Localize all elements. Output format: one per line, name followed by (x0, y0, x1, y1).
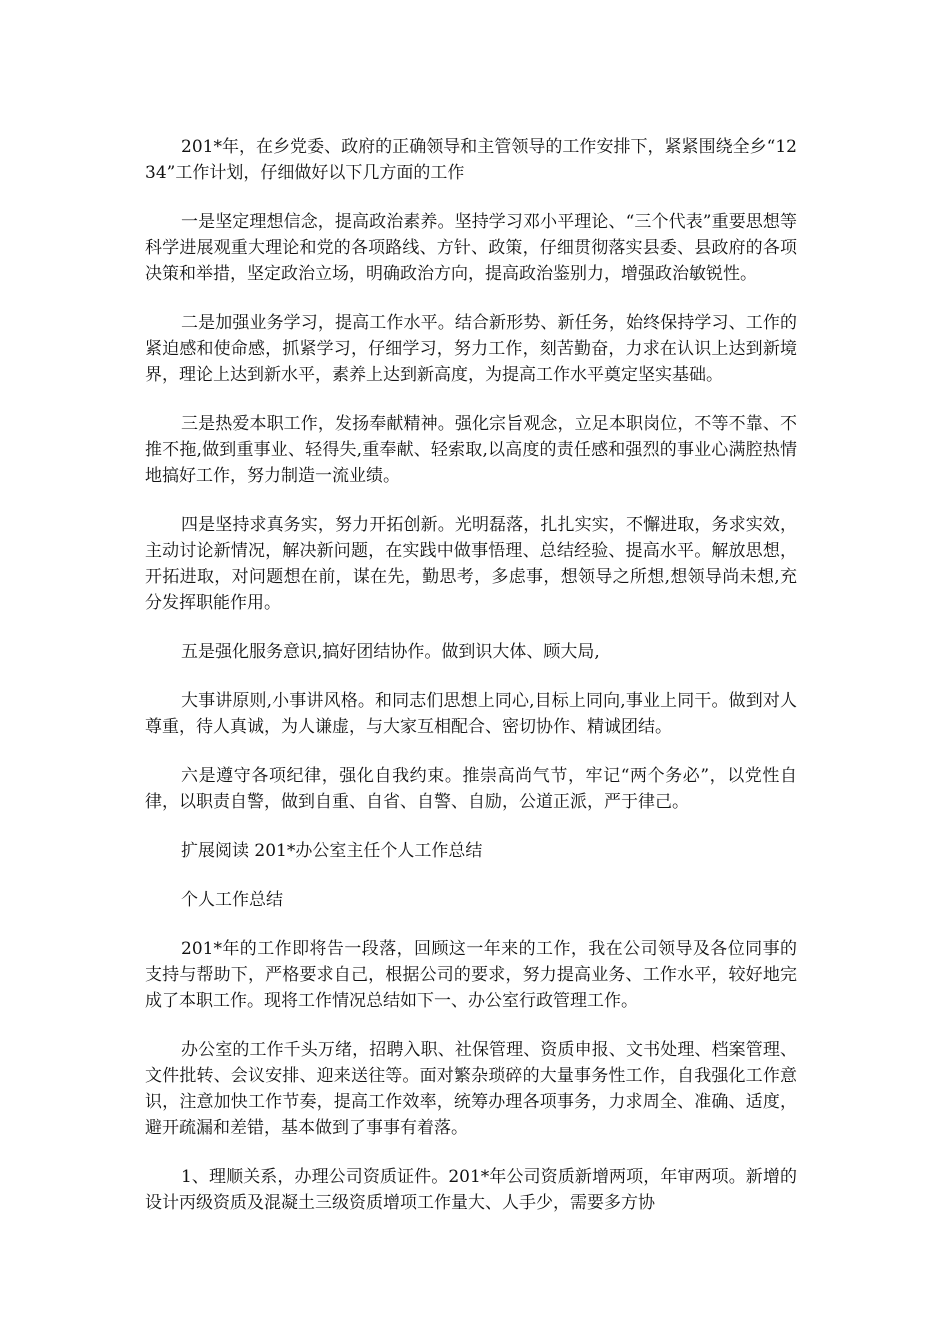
paragraph-item-1: 一是坚定理想信念，提高政治素养。坚持学习邓小平理论、“三个代表”重要思想等科学进展观重大理论和党的各项路线、方针、政策，仔细贯彻落实县委、县政府的各项决策和举措，坚定政治立场，明确政治方向，提高政治鉴别力，增强政治敏锐性。 (145, 212, 797, 284)
summary-intro: 201*年的工作即将告一段落，回顾这一年来的工作，我在公司领导及各位同事的支持与帮助下，严格要求自己，根据公司的要求，努力提高业务、工作水平，较好地完成了本职工作。现将工作情况总结如下一、办公室行政管理工作。 (145, 939, 797, 1011)
paragraph-item-4: 四是坚持求真务实，努力开拓创新。光明磊落，扎扎实实，不懈进取，务求实效，主动讨论新情况，解决新问题，在实践中做事悟理、总结经验、提高水平。解放思想，开拓进取，对问题想在前，谋在先，勤思考，多虑事，想领导之所想,想领导尚未想,充分发挥职能作用。 (145, 515, 797, 613)
paragraph-item-6: 六是遵守各项纪律，强化自我约束。推崇高尚气节，牢记“两个务必”，以党性自律，以职责自警，做到自重、自省、自警、自励，公道正派，严于律己。 (145, 766, 797, 812)
summary-title: 个人工作总结 (181, 890, 283, 910)
qualification-paragraph: 1、理顺关系，办理公司资质证件。201*年公司资质新增两项，年审两项。新增的设计丙级资质及混凝土三级资质增项工作量大、人手少，需要多方协 (145, 1167, 797, 1213)
paragraph-item-3: 三是热爱本职工作，发扬奉献精神。强化宗旨观念，立足本职岗位，不等不靠、不推不拖,做到重事业、轻得失,重奉献、轻索取,以高度的责任感和强烈的事业心满腔热情地搞好工作，努力制造一流业绩。 (145, 414, 797, 486)
paragraph-item-5: 五是强化服务意识,搞好团结协作。做到识大体、顾大局, (181, 642, 600, 662)
paragraph-item-5-continued: 大事讲原则,小事讲风格。和同志们思想上同心,目标上同向,事业上同干。做到对人尊重，待人真诚，为人谦虚，与大家互相配合、密切协作、精诚团结。 (145, 691, 797, 737)
document-body (145, 134, 797, 1239)
office-work-paragraph: 办公室的工作千头万绪，招聘入职、社保管理、资质申报、文书处理、档案管理、文件批转、会议安排、迎来送往等。面对繁杂琐碎的大量事务性工作，自我强化工作意识，注意加快工作节奏，提高工作效率，统筹办理各项事务，力求周全、准确、适度，避开疏漏和差错，基本做到了事事有着落。 (145, 1040, 797, 1138)
paragraph-intro: 201*年，在乡党委、政府的正确领导和主管领导的工作安排下，紧紧围绕全乡“1234”工作计划，仔细做好以下几方面的工作 (145, 137, 797, 183)
extended-reading-heading: 扩展阅读 201*办公室主任个人工作总结 (181, 841, 483, 861)
paragraph-item-2: 二是加强业务学习，提高工作水平。结合新形势、新任务，始终保持学习、工作的紧迫感和使命感，抓紧学习，仔细学习，努力工作，刻苦勤奋，力求在认识上达到新境界，理论上达到新水平，素养上达到新高度，为提高工作水平奠定坚实基础。 (145, 313, 797, 385)
